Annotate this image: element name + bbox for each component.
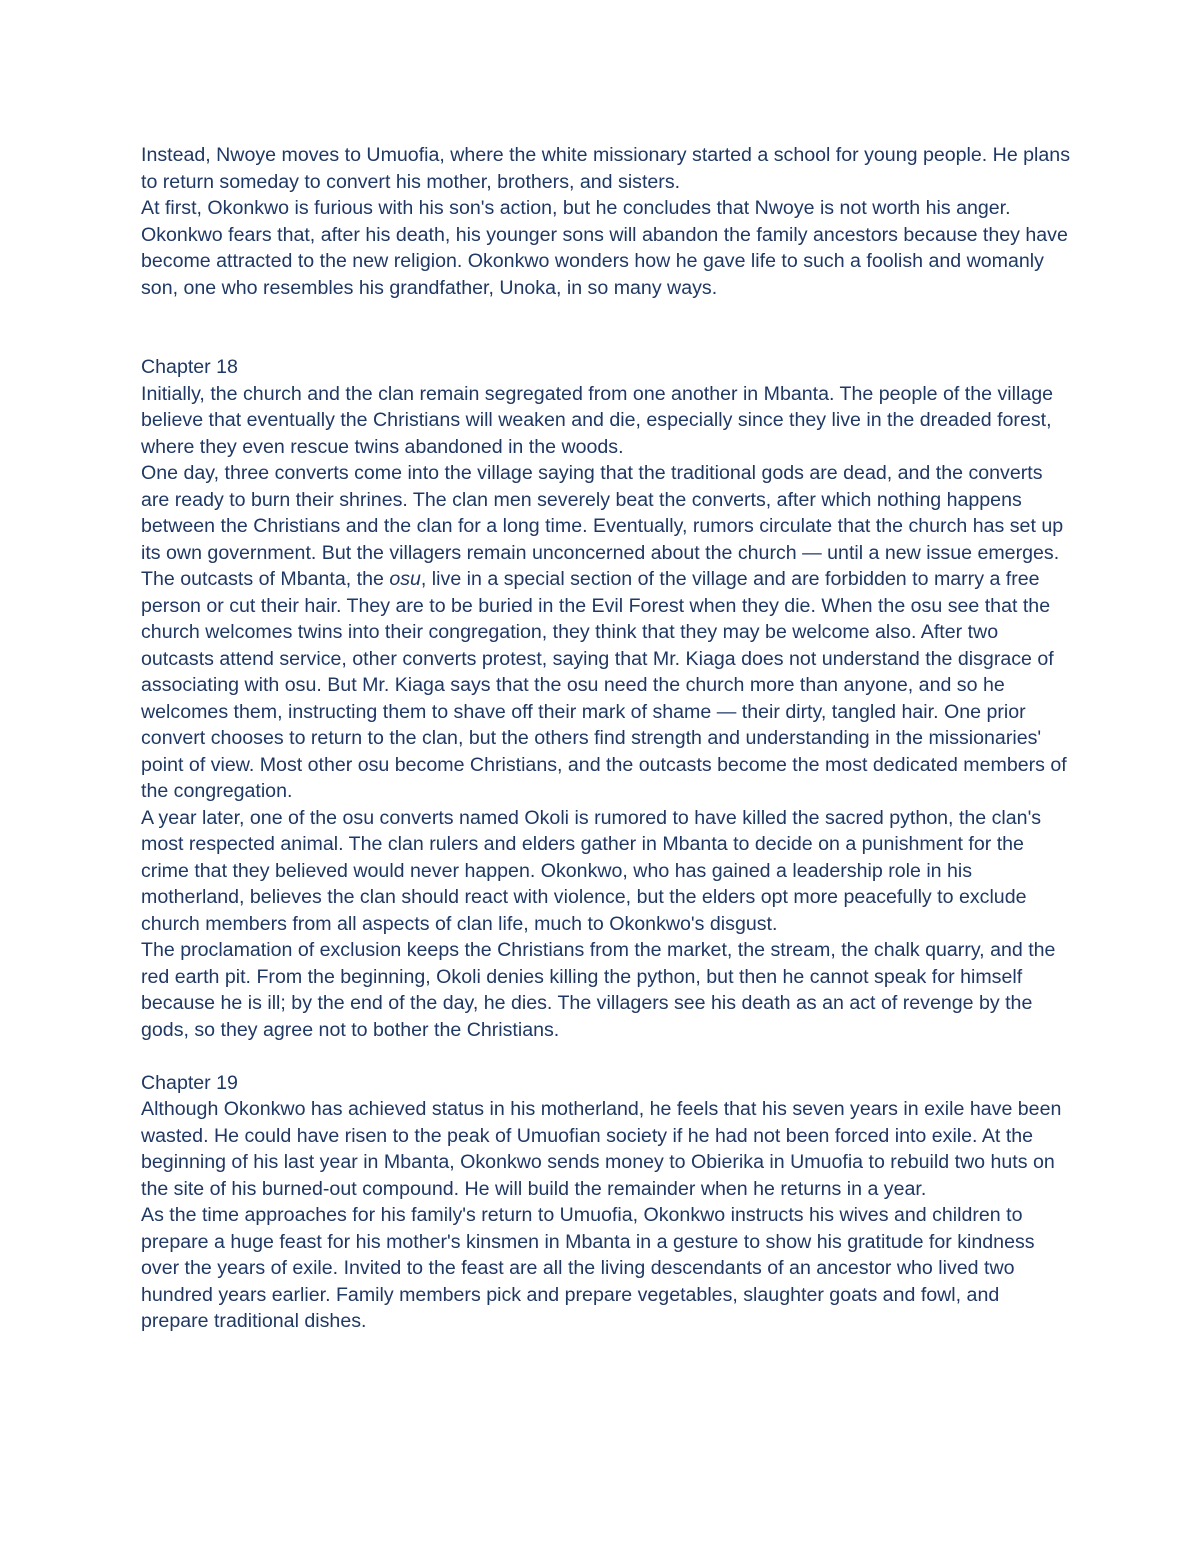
chapter-19-paragraph-1: Although Okonkwo has achieved status in his motherland, he feels that his seven years in exile have been wasted. He could have risen to the peak of Umuofian society if he had not been forced into exile. At the beginning of his last year in Mbanta, Okonkwo sends money to Obierika in Umuofia to rebuild two huts on the site of his burned-out compound. He will build the remainder when he returns in a year.	[141, 1098, 1062, 1200]
osu-term: osu	[389, 568, 421, 590]
paragraph-text: The outcasts of Mbanta, the	[141, 568, 390, 590]
chapter-18-heading: Chapter 18	[141, 356, 238, 378]
chapter-19-section	[141, 1070, 1071, 1335]
intro-paragraph-1: Instead, Nwoye moves to Umuofia, where the white missionary started a school for young people. He plans to return someday to convert his mother, brothers, and sisters.	[141, 144, 1071, 193]
chapter-18-paragraph-5: The proclamation of exclusion keeps the Christians from the market, the stream, the chalk quarry, and the red earth pit. From the beginning, Okoli denies killing the python, but then he cannot speak for himself because he is ill; by the end of the day, he dies. The villagers see his death as an act of revenge by the gods, so they agree not to bother the Christians.	[141, 939, 1056, 1041]
chapter-18-paragraph-2: One day, three converts come into the village saying that the traditional gods are dead, and the converts are ready to burn their shrines. The clan men severely beat the converts, after which nothing happens between the Christians and the clan for a long time. Eventually, rumors circulate that the church has set up its own government. But the villagers remain unconcerned about the church — until a new issue emerges.	[141, 462, 1064, 564]
chapter-18-paragraph-4: A year later, one of the osu converts named Okoli is rumored to have killed the sacred python, the clan's most respected animal. The clan rulers and elders gather in Mbanta to decide on a punishment for the crime that they believed would never happen. Okonkwo, who has gained a leadership role in his motherland, believes the clan should react with violence, but the elders opt more peacefully to exclude church members from all aspects of clan life, much to Okonkwo's disgust.	[141, 806, 1042, 935]
section-spacer	[141, 1043, 1071, 1070]
document-page	[141, 142, 1071, 1335]
chapter-18-paragraph-3	[141, 566, 1071, 805]
chapter-19-heading: Chapter 19	[141, 1071, 238, 1094]
intro-paragraph-2: At first, Okonkwo is furious with his son's action, but he concludes that Nwoye is not worth his anger. Okonkwo fears that, after his death, his younger sons will abandon the family ancestors because they have become attracted to the new religion. Okonkwo wonders how he gave life to such a foolish and womanly son, one who resembles his grandfather, Unoka, in so many ways.	[141, 197, 1068, 299]
chapter-18-paragraph-1: Initially, the church and the clan remain segregated from one another in Mbanta. The people of the village believe that eventually the Christians will weaken and die, especially since they live in the dreaded forest, where they even rescue twins abandoned in the woods.	[141, 382, 1054, 458]
chapter-18-section	[141, 354, 1071, 1043]
section-spacer	[141, 301, 1071, 354]
paragraph-text: , live in a special section of the village and are forbidden to marry a free person or cut their hair. They are to be buried in the Evil Forest when they die. When the osu see that the church welcomes twins into their congregation, they think that they may be welcome also. After two outcasts attend service, other converts protest, saying that Mr. Kiaga does not understand the disgrace of associating with osu. But Mr. Kiaga says that the osu need the church more than anyone, and so he welcomes them, instructing them to shave off their mark of shame — their dirty, tangled hair. One prior convert chooses to return to the clan, but the others find strength and understanding in the missionaries' point of view. Most other osu become Christians, and the outcasts become the most dedicated members of the congregation.	[141, 568, 1067, 802]
chapter-19-paragraph-2: As the time approaches for his family's return to Umuofia, Okonkwo instructs his wives and children to prepare a huge feast for his mother's kinsmen in Mbanta in a gesture to show his gratitude for kindness over the years of exile. Invited to the feast are all the living descendants of an ancestor who lived two hundred years earlier. Family members pick and prepare vegetables, slaughter goats and fowl, and prepare traditional dishes.	[141, 1204, 1035, 1332]
